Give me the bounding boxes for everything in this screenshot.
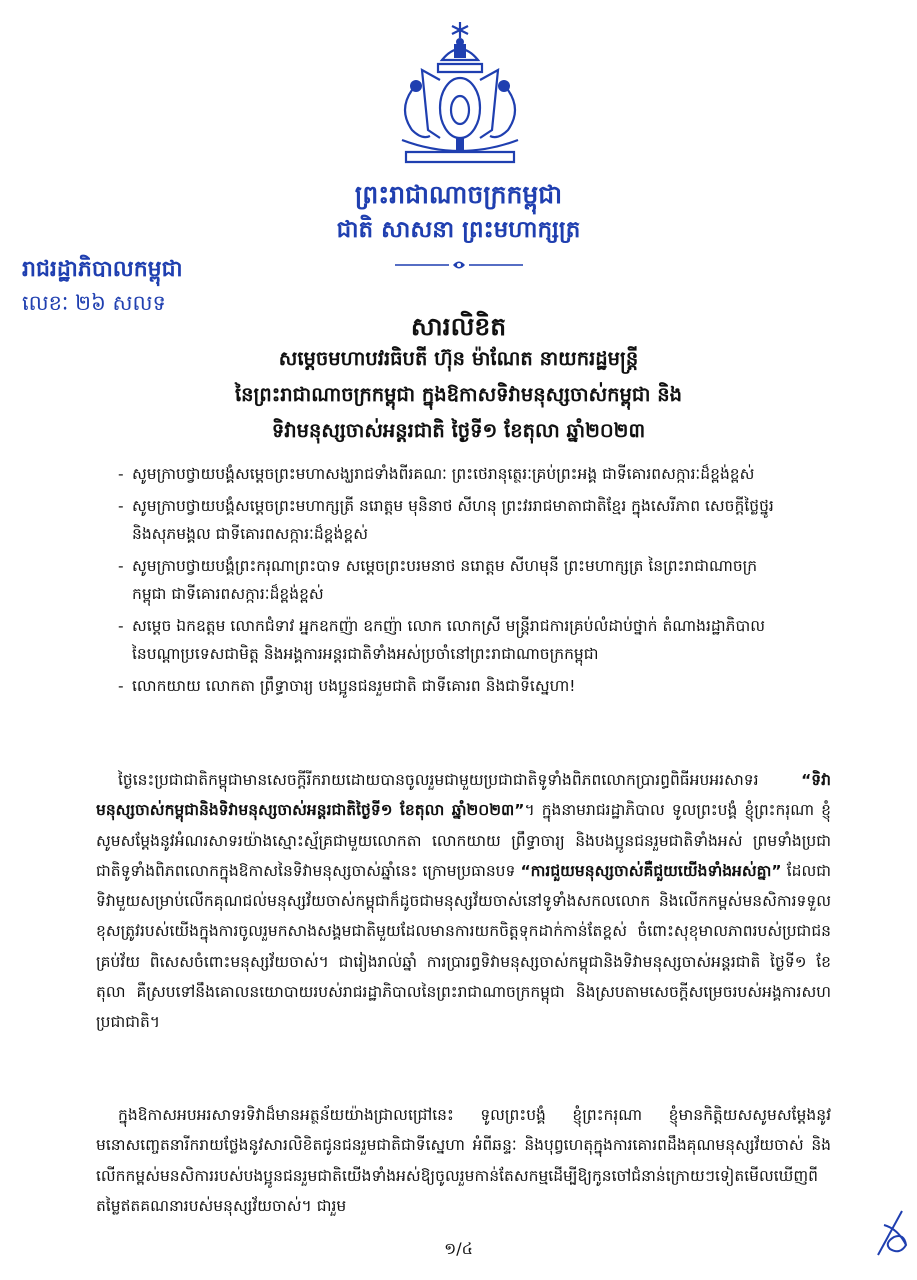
paragraph-text: ។ ក្នុងនាមរាជរដ្ឋាភិបាល ទូលព្រះបង្គំ ខ្ញុំព្រះករុណា ខ្ញុំសូមសម្តែងនូវអំណរសាទរយ៉ាងស្មោះស្ម័គ្រជាមួយលោកតា លោកយាយ ព្រឹទ្ធាចារ្យ និងបងប្អូនជនរួមជាតិទាំងអស់ ព្រមទាំងប្រជាជាតិទូទាំងពិភពលោកក្នុងឱកាសនៃទិវាមនុស្សចាស់ឆ្នាំនេះ ក្រោមប្រធានបទ <box>96 801 831 880</box>
salutation-item: - លោកយាយ លោកតា ព្រឹទ្ធាចារ្យ បងប្អូនជនរួមជាតិ ជាទីគោរព និងជាទីស្នេហា! <box>118 672 778 700</box>
salutation-list <box>118 460 778 704</box>
royal-coat-of-arms-icon <box>392 20 528 170</box>
title-line-3: ទិវាមនុស្សចាស់អន្តរជាតិ ថ្ងៃទី១ ខែតុលា ឆ្នាំ២០២៣ <box>271 419 646 442</box>
paragraph-text: ដែលជាទិវាមួយសម្រាប់លើកគុណជល់មនុស្សវ័យចាស់កម្ពុជាក៏ដូចជាមនុស្សវ័យចាស់នៅទូទាំងសកលលោក និងលើកកម្ពស់មនសិការទទួលខុសត្រូវរបស់យើងក្នុងការចូលរួមកសាងសង្គមជាតិមួយដែលមានការយកចិត្តទុកដាក់កាន់តែខ្ពស់ ចំពោះសុខុមាលភាពរបស់ប្រជាជនគ្រប់វ័យ ពិសេសចំពោះមនុស្សវ័យចាស់។ ជារៀងរាល់ឆ្នាំ ការប្រារព្ធទិវាមនុស្សចាស់កម្ពុជានិងទិវាមនុស្សចាស់អន្តរជាតិ ថ្ងៃទី១ ខែតុលា គឺស្របទៅនឹងគោលនយោបាយរបស់រាជរដ្ឋាភិបាលនៃព្រះរាជាណាចក្រកម្ពុជា និងស្របតាមសេចក្តីសម្រេចរបស់អង្គការសហប្រជាជាតិ។ <box>96 861 831 1032</box>
ornamental-divider-icon <box>395 258 523 272</box>
handwritten-initials-icon <box>872 1205 914 1261</box>
title-line-1: សម្តេចមហាបវរធិបតី ហ៊ុន ម៉ាណែត នាយករដ្ឋមន្ត្រី <box>278 347 639 370</box>
document-number: លេខៈ ២៦ សលទ <box>22 291 166 315</box>
page-number: ១/៤ <box>444 1239 473 1258</box>
title-line-2: នៃព្រះរាជាណាចក្រកម្ពុជា ក្នុងឱកាសទិវាមនុស្សចាស់កម្ពុជា និង <box>234 383 683 406</box>
theme-name: “ការជួយមនុស្សចាស់គឺជួយយើងទាំងអស់គ្នា” <box>520 861 782 880</box>
issuing-government: រាជរដ្ឋាភិបាលកម្ពុជា <box>22 257 183 282</box>
salutation-item: - សូមក្រាបថ្វាយបង្គំសម្តេចព្រះមហាក្សត្រី នរោត្តម មុនិនាថ សីហនុ ព្រះវររាជមាតាជាតិខ្មែរ ក្នុងសេរីភាព សេចក្តីថ្លៃថ្នូរ និងសុភមង្គល ជាទីគោរពសក្ការៈដ៏ខ្ពង់ខ្ពស់ <box>118 492 778 548</box>
salutation-item: - សូមក្រាបថ្វាយបង្គំសម្តេចព្រះមហាសង្ឃរាជទាំងពីរគណៈ ព្រះថេរានុត្ថេរៈគ្រប់ព្រះអង្គ ជាទីគោរពសក្ការៈដ៏ខ្ពង់ខ្ពស់ <box>118 460 778 488</box>
document-title: សារលិខិត <box>410 312 507 341</box>
event-name: “ទិវាមនុស្សចាស់កម្ពុជានិងទិវាមនុស្សចាស់អន្តរជាតិថ្ងៃទី១ ខែតុលា ឆ្នាំ២០២៣” <box>96 771 831 820</box>
body-paragraph-2: ក្នុងឱកាសអបអរសាទរទិវាដ៏មានអត្ថន័យយ៉ាងជ្រាលជ្រៅនេះ ទូលព្រះបង្គំ ខ្ញុំព្រះករុណា ខ្ញុំមានកិត្តិយសសូមសម្តែងនូវមនោសញ្ចេតនារីករាយថ្លែងនូវសារលិខិតជូនជនរួមជាតិជាទីស្នេហា អំពីឆន្ទៈ និងបុព្វហេតុក្នុងការគោរពដឹងគុណមនុស្សវ័យចាស់ និងលើកកម្ពស់មនសិការរបស់បងប្អូនជនរួមជាតិយើងទាំងអស់ឱ្យចូលរួមកាន់តែសកម្មដើម្បីឱ្យកូនចៅជំនាន់ក្រោយៗទៀតមើលឃើញពីតម្លៃឥតគណនារបស់មនុស្សវ័យចាស់។ ជារួម <box>96 1106 831 1215</box>
body-paragraph-1 <box>96 765 831 1038</box>
salutation-item: - សម្តេច ឯកឧត្តម លោកជំទាវ អ្នកឧកញ៉ា ឧកញ៉ា លោក លោកស្រី មន្ត្រីរាជការគ្រប់លំដាប់ថ្នាក់ តំណាងរដ្ឋាភិបាល នៃបណ្តាប្រទេសជាមិត្ត និងអង្គការអន្តរជាតិទាំងអស់ប្រចាំនៅព្រះរាជាណាចក្រកម្ពុជា <box>118 612 778 668</box>
paragraph-text: ថ្ងៃនេះប្រជាជាតិកម្ពុជាមានសេចក្តីរីករាយដោយបានចូលរួមជាមួយប្រជាជាតិទូទាំងពិភពលោកប្រារព្ធពិធីអបអរសាទរ <box>118 771 802 789</box>
kingdom-name: ព្រះរាជាណាចក្រកម្ពុជា <box>354 180 563 209</box>
salutation-item: - សូមក្រាបថ្វាយបង្គំព្រះករុណាព្រះបាទ សម្តេចព្រះបរមនាថ នរោត្តម សីហមុនី ព្រះមហាក្សត្រ នៃព្រះរាជាណាចក្រកម្ពុជា ជាទីគោរពសក្ការៈដ៏ខ្ពង់ខ្ពស់ <box>118 552 778 608</box>
national-motto: ជាតិ សាសនា ព្រះមហាក្សត្រ <box>336 217 581 243</box>
